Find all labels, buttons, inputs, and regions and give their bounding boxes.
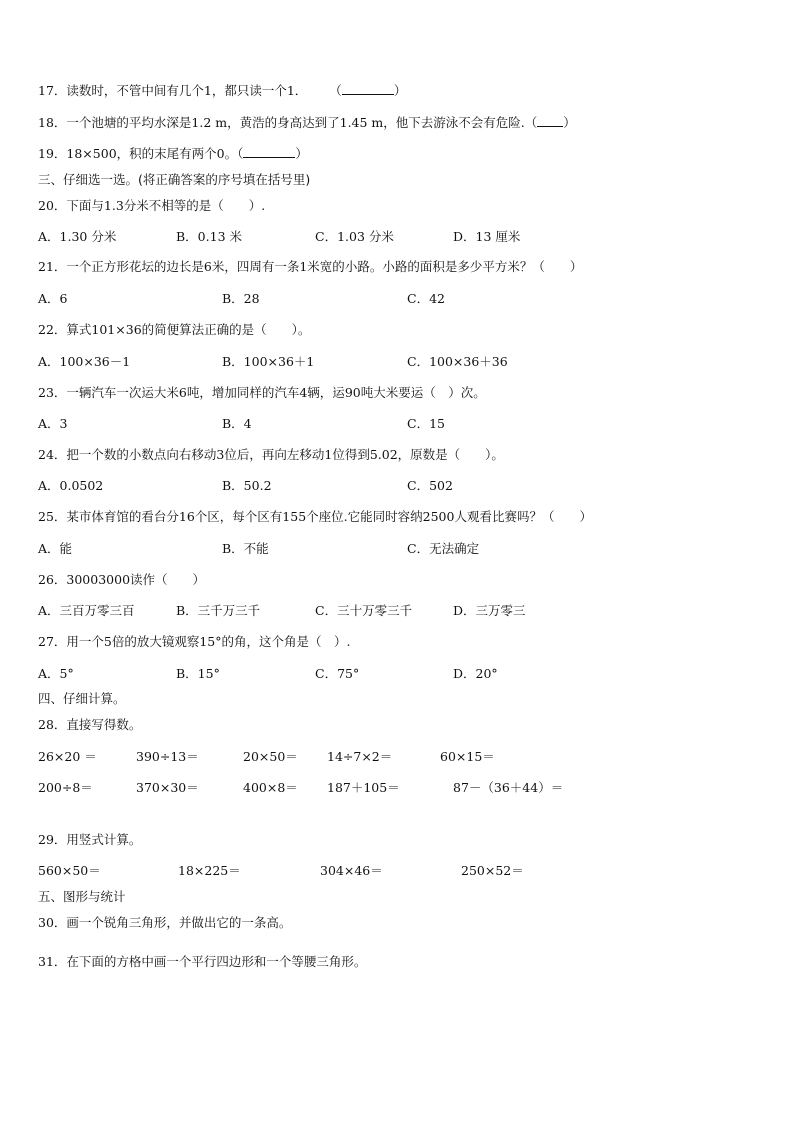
- question-19-text: 19．18×500，积的末尾有两个0。: [38, 146, 238, 161]
- vertical-calc-item: 18×225＝: [178, 863, 241, 878]
- option-c[interactable]: C．1.03 分米: [315, 229, 394, 244]
- question-17-text: 17．读数时，不管中间有几个1，都只读一个1．: [38, 83, 308, 98]
- option-c[interactable]: C．三十万零三千: [315, 603, 413, 618]
- answer-blank-18[interactable]: [537, 115, 563, 127]
- option-c[interactable]: C．502: [407, 478, 453, 493]
- vertical-calc-item: 250×52＝: [461, 863, 524, 878]
- calc-item: 20×50＝: [243, 749, 298, 764]
- option-c[interactable]: C．100×36＋36: [407, 354, 508, 369]
- question-28-text: 28．直接写得数。: [38, 717, 142, 732]
- question-21-text: 21．一个正方形花坛的边长是6米，四周有一条1米宽的小路。小路的面积是多少平方米？（ ）: [38, 259, 583, 274]
- option-b[interactable]: B．100×36＋1: [222, 354, 315, 369]
- bracket-close: ）: [295, 146, 308, 161]
- question-18: [38, 115, 576, 131]
- bracket-close: ）: [393, 83, 407, 98]
- question-17: [38, 83, 406, 99]
- question-22-text: 22．算式101×36的简便算法正确的是（ ）。: [38, 322, 311, 337]
- option-b[interactable]: B．15°: [176, 666, 220, 681]
- calc-item: 60×15＝: [440, 749, 495, 764]
- question-19: [38, 146, 308, 162]
- question-26-text: 26．30003000读作（ ）: [38, 572, 206, 587]
- question-27-text: 27．用一个5倍的放大镜观察15°的角，这个角是（ ）.: [38, 634, 351, 649]
- option-a[interactable]: A．6: [38, 291, 68, 306]
- question-23-text: 23．一辆汽车一次运大米6吨，增加同样的汽车4辆，运90吨大米要运（ ）次。: [38, 385, 486, 400]
- option-b[interactable]: B．不能: [222, 541, 269, 556]
- calc-item: 187＋105＝: [327, 780, 400, 795]
- bracket-open: （: [524, 115, 538, 130]
- option-b[interactable]: B．28: [222, 291, 260, 306]
- option-a[interactable]: A．5°: [38, 666, 74, 681]
- option-a[interactable]: A．三百万零三百: [38, 603, 135, 618]
- calc-item: 26×20 ＝: [38, 749, 97, 764]
- calc-item: 87－（36＋44）＝: [453, 780, 564, 795]
- answer-blank-19[interactable]: [243, 146, 295, 158]
- bracket-open: （: [329, 83, 342, 98]
- question-18-text: 18．一个池塘的平均水深是1.2 m，黄浩的身高达到了1.45 m，他下去游泳不会有危险.: [38, 115, 525, 130]
- option-b[interactable]: B．0.13 米: [176, 229, 242, 244]
- calc-item: 400×8＝: [243, 780, 298, 795]
- question-31-text: 31．在下面的方格中画一个平行四边形和一个等腰三角形。: [38, 954, 367, 969]
- option-a[interactable]: A．能: [38, 541, 73, 556]
- question-30-text: 30．画一个锐角三角形，并做出它的一条高。: [38, 915, 292, 930]
- section-heading-5: 五、图形与统计: [38, 889, 126, 904]
- option-a[interactable]: A．1.30 分米: [38, 229, 117, 244]
- vertical-calc-item: 560×50＝: [38, 863, 101, 878]
- option-d[interactable]: D．13 厘米: [453, 229, 521, 244]
- calc-item: 14÷7×2＝: [327, 749, 393, 764]
- vertical-calc-item: 304×46＝: [320, 863, 383, 878]
- option-c[interactable]: C．无法确定: [407, 541, 480, 556]
- question-25-text: 25．某市体育馆的看台分16个区，每个区有155个座位.它能同时容纳2500人观看比赛吗？（ ）: [38, 509, 592, 524]
- bracket-open: （: [237, 146, 244, 161]
- option-a[interactable]: A．0.0502: [38, 478, 104, 493]
- option-b[interactable]: B．三千万三千: [176, 603, 261, 618]
- question-29-text: 29．用竖式计算。: [38, 832, 142, 847]
- bracket-close: ）: [563, 115, 576, 130]
- question-20-text: 20．下面与1.3分米不相等的是（ ）.: [38, 198, 266, 213]
- option-a[interactable]: A．100×36－1: [38, 354, 131, 369]
- calc-item: 390÷13＝: [136, 749, 199, 764]
- calc-item: 200÷8＝: [38, 780, 93, 795]
- calc-item: 370×30＝: [136, 780, 199, 795]
- option-c[interactable]: C．42: [407, 291, 445, 306]
- option-b[interactable]: B．4: [222, 416, 252, 431]
- option-c[interactable]: C．15: [407, 416, 445, 431]
- option-d[interactable]: D．20°: [453, 666, 498, 681]
- option-b[interactable]: B．50.2: [222, 478, 272, 493]
- question-24-text: 24．把一个数的小数点向右移动3位后，再向左移动1位得到5.02，原数是（ ）。: [38, 447, 504, 462]
- option-a[interactable]: A．3: [38, 416, 68, 431]
- answer-blank-17[interactable]: [342, 83, 394, 95]
- section-heading-4: 四、仔细计算。: [38, 691, 126, 706]
- option-d[interactable]: D．三万零三: [453, 603, 526, 618]
- section-heading-3: 三、仔细选一选。(将正确答案的序号填在括号里): [38, 172, 311, 187]
- option-c[interactable]: C．75°: [315, 666, 360, 681]
